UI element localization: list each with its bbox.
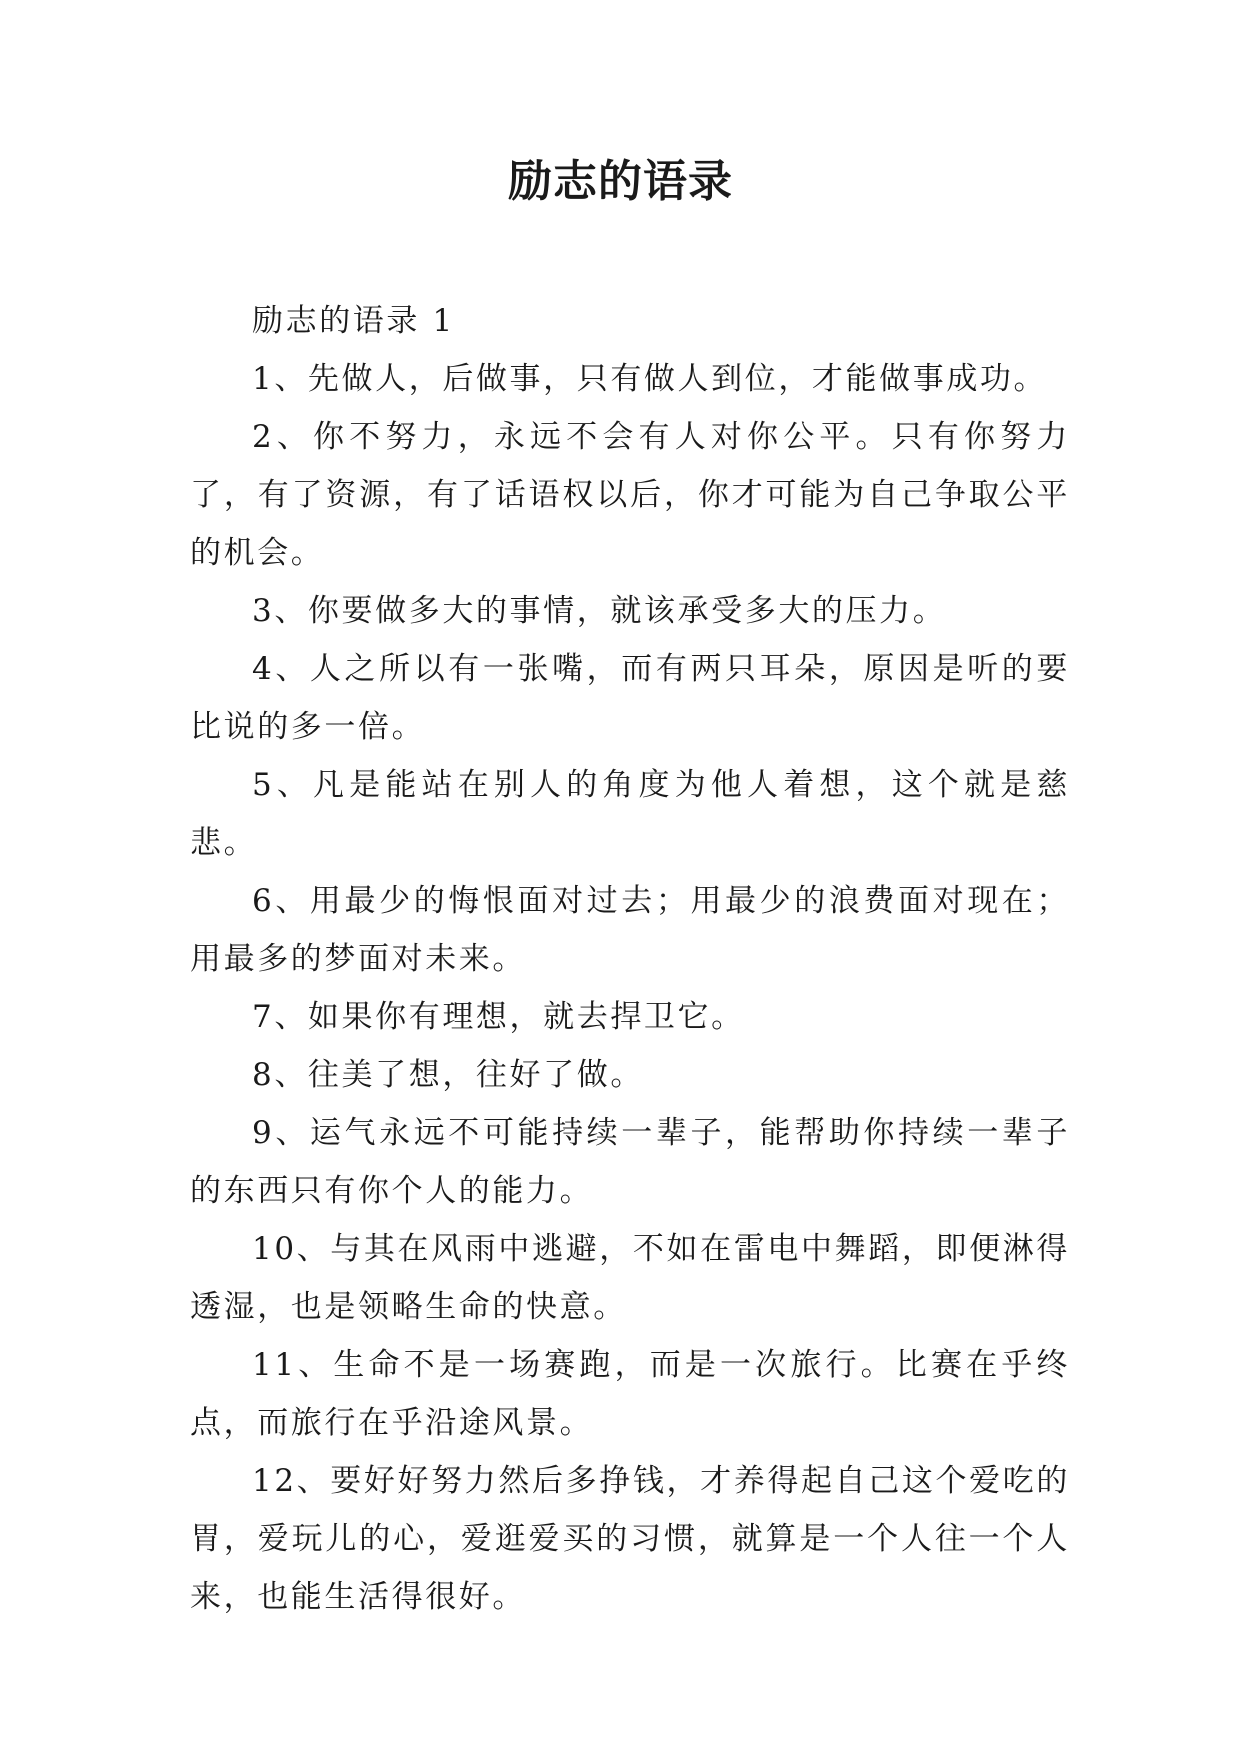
- quote-paragraph: 1、先做人，后做事，只有做人到位，才能做事成功。: [252, 361, 1048, 397]
- quote-paragraph: 3、你要做多大的事情，就该承受多大的压力。: [252, 593, 947, 629]
- quote-paragraph: 5、凡是能站在别人的角度为他人着想，这个就是慈悲。: [190, 767, 1070, 861]
- quote-paragraph: 6、用最少的悔恨面对过去；用最少的浪费面对现在；用最多的梦面对未来。: [190, 883, 1070, 977]
- quote-paragraph: 11、生命不是一场赛跑，而是一次旅行。比赛在乎终点，而旅行在乎沿途风景。: [190, 1347, 1070, 1441]
- quote-paragraph: 10、与其在风雨中逃避，不如在雷电中舞蹈，即便淋得透湿，也是领略生命的快意。: [190, 1231, 1070, 1325]
- quote-paragraph: 9、运气永远不可能持续一辈子，能帮助你持续一辈子的东西只有你个人的能力。: [190, 1115, 1070, 1209]
- quote-paragraph: 4、人之所以有一张嘴，而有两只耳朵，原因是听的要比说的多一倍。: [190, 651, 1070, 745]
- document-body: [190, 292, 1070, 1626]
- quote-paragraph: 12、要好好努力然后多挣钱，才养得起自己这个爱吃的胃，爱玩儿的心，爱逛爱买的习惯，就算是一个人往一个人来，也能生活得很好。: [190, 1463, 1070, 1615]
- quote-paragraph: 2、你不努力，永远不会有人对你公平。只有你努力了，有了资源，有了话语权以后，你才可能为自己争取公平的机会。: [190, 419, 1070, 571]
- document-title: 励志的语录: [508, 156, 733, 207]
- quote-paragraph: 7、如果你有理想，就去捍卫它。: [252, 999, 745, 1035]
- quote-paragraph: 8、往美了想，往好了做。: [252, 1057, 644, 1093]
- section-heading: 励志的语录 1: [252, 303, 455, 339]
